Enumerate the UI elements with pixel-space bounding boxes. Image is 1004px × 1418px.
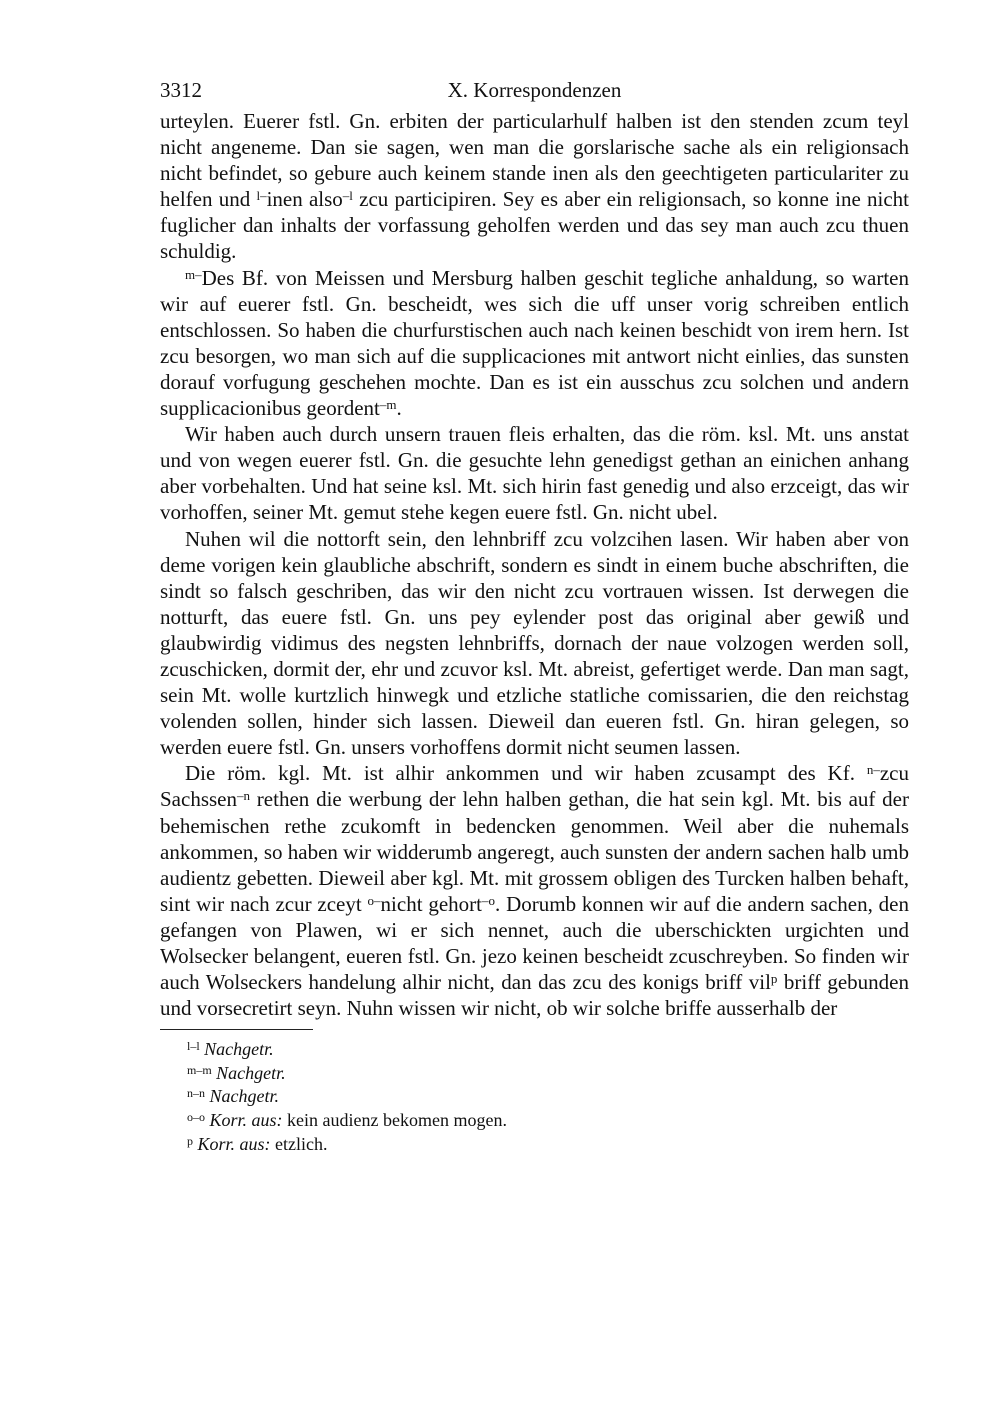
footnote-marker: m– [185, 266, 202, 282]
text-run: . Dorumb konnen wir auf die andern sachen, den gefangen von Plawen, wi er sich nennet, auch die uberschickten urgichten und Wolsecker belangent, eueren fstl. Gn. jezo keinen bescheidt zcuschreyben. So finden wir auch Wolseckers handelung alhir nicht, dan das zcu des konigs briff vil [160, 891, 909, 995]
text-run: nicht gehort [380, 891, 483, 916]
footnote-marker: –o [482, 892, 496, 908]
text-run: rethen die werbung der lehn halben gethan, die hat sein kgl. Mt. bis auf der behemischen rethe zcukomft in bedencken genommen. Weil aber die nuhemals ankommen, so haben wir widderumb angeregt, auch sunsten der andern sachen halb umb audientz gebetten. Dieweil aber kgl. Mt. mit grossem obligen des Turcken halben behaft, sint wir nach zcur zceyt [160, 787, 909, 916]
text-run: Die röm. kgl. Mt. ist alhir ankommen und wir haben zcusampt des Kf. [185, 761, 867, 786]
footnote-label: Nachgetr. [216, 1062, 286, 1083]
main-text [160, 108, 909, 1021]
footnote-label: Nachgetr. [204, 1039, 274, 1060]
footnote [187, 1038, 909, 1062]
paragraph [160, 265, 909, 422]
footnote-marker: o–o [187, 1110, 205, 1125]
footnote-separator [160, 1029, 313, 1030]
footnote [187, 1109, 909, 1133]
footnote-text: kein audienz bekomen mogen. [282, 1110, 507, 1131]
footnote-marker: m–m [187, 1062, 212, 1077]
footnote-label: Korr. aus: [209, 1110, 283, 1131]
text-run: Des Bf. von Meissen und Mersburg halben geschit tegliche anhaldung, so warten wir auf euerer fstl. Gn. bescheidt, wes sich die uff unser vorig schreiben entlich entschlossen. So haben die churfurstischen auch nach keinen beschidt von irem hern. Ist zcu besorgen, wo man sich auf die supplicaciones mit antwort nicht einlies, das sunsten dorauf vorfugung geschehen mochte. Dan es ist ein ausschus zcu solchen und andern supplicacionibus geordent [160, 265, 909, 421]
footnote [187, 1085, 909, 1109]
paragraph [160, 108, 909, 265]
footnote-text: etzlich. [270, 1133, 328, 1154]
footnote [187, 1062, 909, 1086]
running-title: X. Korrespondenzen [447, 78, 622, 102]
page [160, 78, 909, 1156]
footnote [187, 1133, 909, 1157]
text-run: urteylen. Euerer fstl. Gn. erbiten der particularhulf halben ist den stenden zcum teyl nicht angeneme. Dan sie sagen, wen man die gorslarische sache als ein religionsach nicht befindet, so gebure auch keinem stande inen als den geechtigeten particulariter zu helfen und [160, 109, 909, 212]
footnote-marker: –m [379, 397, 397, 413]
footnote-label: Nachgetr. [209, 1086, 279, 1107]
page-number: 3312 [160, 78, 202, 102]
footnote-marker: l– [256, 188, 267, 204]
paragraph: Nuhen wil die nottorft sein, den lehnbriff zcu volzcihen lasen. Wir haben aber von deme vorigen kein glaubliche abschrift, sondern es sindt in einem buche abschriften, die sindt so falsch geschriben, das wir den nicht zcu vortrauen wissen. Ist derwegen die notturft, das euere fstl. Gn. uns pey eylender post das original aber gewiß und glaubwirdig vidimus des negsten lehnbriffs, dornach der naue volzogen werden soll, zcuschicken, dormit der, ehr und zcuvor ksl. Mt. abreist, gefertiget werde. Dan man sagt, sein Mt. wolle kurtzlich hinwegk und etzliche statliche comissarien, die den reichstag volenden sollen, hinder sich lassen. Dieweil dan eueren fstl. Gn. hiran gelegen, so werden euere fstl. Gn. unsers vorhoffens dormit nicht seumen lassen. [160, 526, 909, 760]
footnote-marker: –n [237, 788, 250, 804]
paragraph: Wir haben auch durch unsern trauen fleis erhalten, das die röm. ksl. Mt. uns anstat und von wegen euerer fstl. Gn. die gesuchte lehn genedigst gethan an einichen anhang aber vorbehalten. Und hat seine ksl. Mt. sich hirin fast genedig und also erzceigt, das wir vorhoffen, seiner Mt. gemut stehe kegen euere fstl. Gn. nicht ubel. [160, 422, 909, 525]
footnote-marker: –l [342, 188, 353, 204]
footnotes [160, 1038, 909, 1156]
footnote-marker: l–l [187, 1039, 200, 1054]
running-header [160, 78, 909, 108]
footnote-marker: n– [866, 762, 880, 778]
footnote-marker: p [770, 971, 778, 987]
text-run: zcu participiren. Sey es aber ein religionsach, so konne ine nicht fuglicher dan inhalts der vorfassung geholfen werden und das sey man auch zcu thuen schuldig. [160, 187, 909, 264]
text-run: briff gebunden und vorsecretirt seyn. Nuhn wissen wir nicht, ob wir solche briffe ausserhalb der [160, 970, 910, 1021]
footnote-marker: o– [367, 892, 381, 908]
footnote-marker: p [187, 1133, 193, 1148]
footnote-label: Korr. aus: [197, 1133, 271, 1154]
footnote-marker: n–n [187, 1086, 205, 1101]
text-run: . [396, 396, 402, 421]
text-run: inen also [266, 187, 343, 212]
text-run: zcu Sachssen [160, 761, 909, 812]
paragraph [160, 760, 909, 1021]
